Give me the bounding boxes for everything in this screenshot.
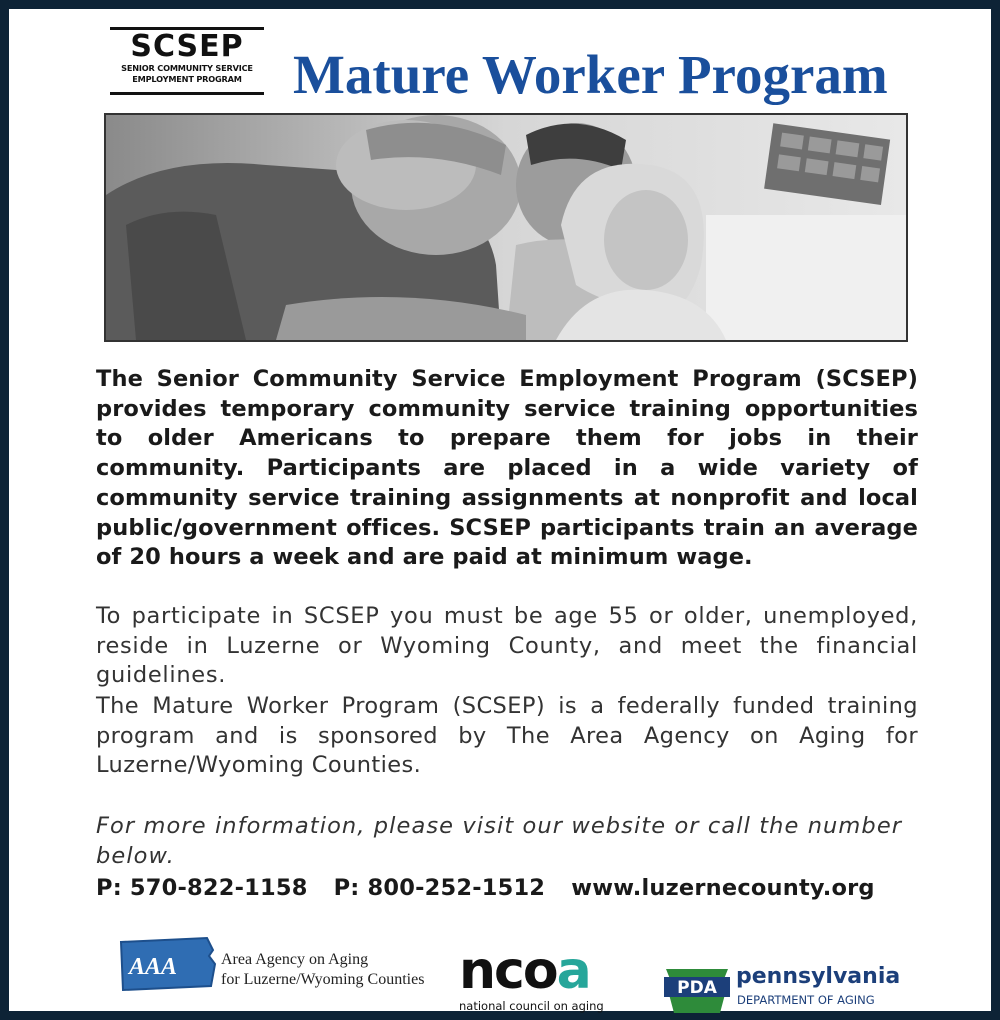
ncoa-logo — [457, 941, 627, 1015]
page-title: Mature Worker Program — [293, 44, 888, 105]
scsep-logo-line1: SENIOR COMMUNITY SERVICE — [121, 63, 253, 73]
phone-number-1[interactable]: P: 570-822-1158 — [96, 875, 308, 901]
ncoa-word: nco — [459, 941, 557, 1001]
eligibility-paragraph: To participate in SCSEP you must be age 55 or older, unemployed, reside in Luzerne or Wyoming County, and meet the financial guidelines. — [96, 603, 918, 689]
ncoa-a: a — [556, 941, 590, 1001]
aaa-line1: Area Agency on Aging — [221, 951, 369, 968]
more-info-paragraph: For more information, please visit our website or call the number below. — [96, 813, 903, 869]
pda-mark-text: PDA — [677, 978, 717, 998]
keystone-icon — [664, 959, 730, 1015]
workers-photo — [104, 113, 908, 342]
ncoa-wordmark — [459, 941, 590, 1001]
scsep-logo — [110, 27, 264, 95]
pda-name: pennsylvania — [736, 964, 901, 989]
aaa-text — [221, 950, 424, 990]
phone-number-2[interactable]: P: 800-252-1512 — [333, 875, 546, 901]
ncoa-subtitle: national council on aging — [459, 999, 604, 1013]
scsep-logo-word: SCSEP — [130, 29, 244, 64]
aaa-logo — [117, 934, 437, 996]
aaa-map-icon — [117, 934, 217, 994]
website-link[interactable]: www.luzernecounty.org — [571, 875, 875, 901]
aaa-mark-text: AAA — [129, 954, 178, 980]
sponsor-paragraph: The Mature Worker Program (SCSEP) is a federally funded training program and is sponsored by The Area Agency on Aging for Luzerne/Wyoming Counties. — [96, 693, 918, 779]
pda-logo — [664, 959, 924, 1015]
workers-photo-illustration — [106, 115, 906, 340]
program-description: The Senior Community Service Employment Program (SCSEP) provides temporary community service training opportunities to older Americans to prepare them for jobs in their community. Participants are placed in a wide variety of community service training assignments at nonprofit and local public/government offices. SCSEP participants train an average of 20 hours a week and are paid at minimum wage. — [96, 366, 918, 571]
aaa-line2: for Luzerne/Wyoming Counties — [221, 971, 425, 988]
scsep-logo-line2: EMPLOYMENT PROGRAM — [132, 74, 242, 84]
pda-department: DEPARTMENT OF AGING — [737, 993, 875, 1007]
contact-line — [96, 873, 926, 903]
